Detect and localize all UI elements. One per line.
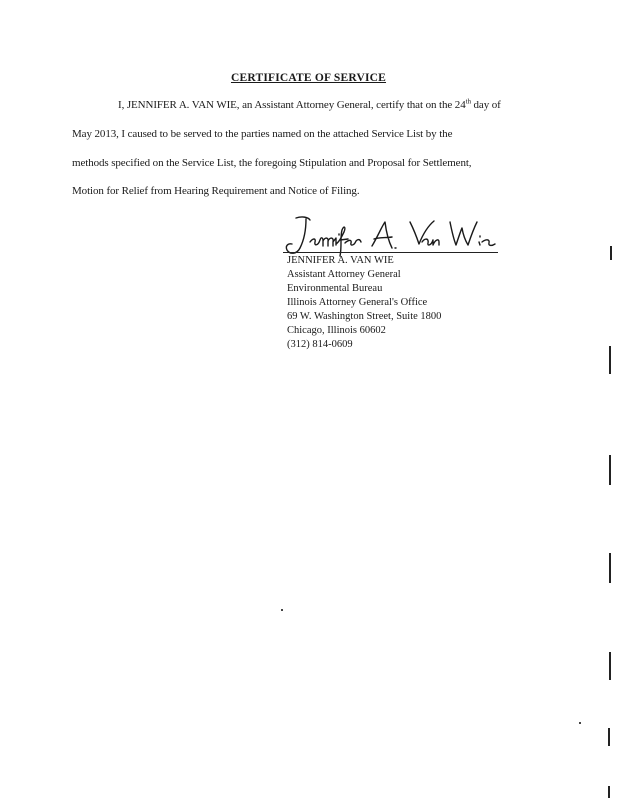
- scan-speck: [579, 722, 581, 724]
- signature-line: [283, 252, 498, 253]
- office-city: Chicago, Illinois 60602: [287, 325, 386, 336]
- office-street-address: 69 W. Washington Street, Suite 1800: [287, 311, 442, 322]
- certification-line-1: [118, 99, 501, 111]
- scan-mark: [608, 786, 610, 798]
- ordinal-suffix: th: [465, 97, 471, 106]
- scan-speck: [281, 609, 283, 611]
- scan-mark: [609, 346, 611, 374]
- scan-mark: [608, 728, 610, 746]
- signer-bureau: Environmental Bureau: [287, 283, 383, 294]
- scan-mark: [609, 553, 611, 583]
- certification-line-3: methods specified on the Service List, the foregoing Stipulation and Proposal for Settlement,: [72, 157, 472, 169]
- scan-mark: [610, 246, 612, 260]
- certification-line-1-text: I, JENNIFER A. VAN WIE, an Assistant Attorney General, certify that on the 24: [118, 99, 466, 111]
- signer-name: JENNIFER A. VAN WIE: [287, 255, 394, 266]
- signer-position: Assistant Attorney General: [287, 269, 401, 280]
- document-title: CERTIFICATE OF SERVICE: [230, 72, 387, 84]
- certification-line-4: Motion for Relief from Hearing Requirement and Notice of Filing.: [72, 185, 360, 197]
- scan-mark: [609, 455, 611, 485]
- certification-line-2: May 2013, I caused to be served to the parties named on the attached Service List by the: [72, 128, 453, 140]
- certification-line-1-end: day of: [470, 99, 501, 111]
- signer-office: Illinois Attorney General's Office: [287, 297, 428, 308]
- scan-mark: [609, 652, 611, 680]
- office-phone: (312) 814-0609: [287, 339, 353, 350]
